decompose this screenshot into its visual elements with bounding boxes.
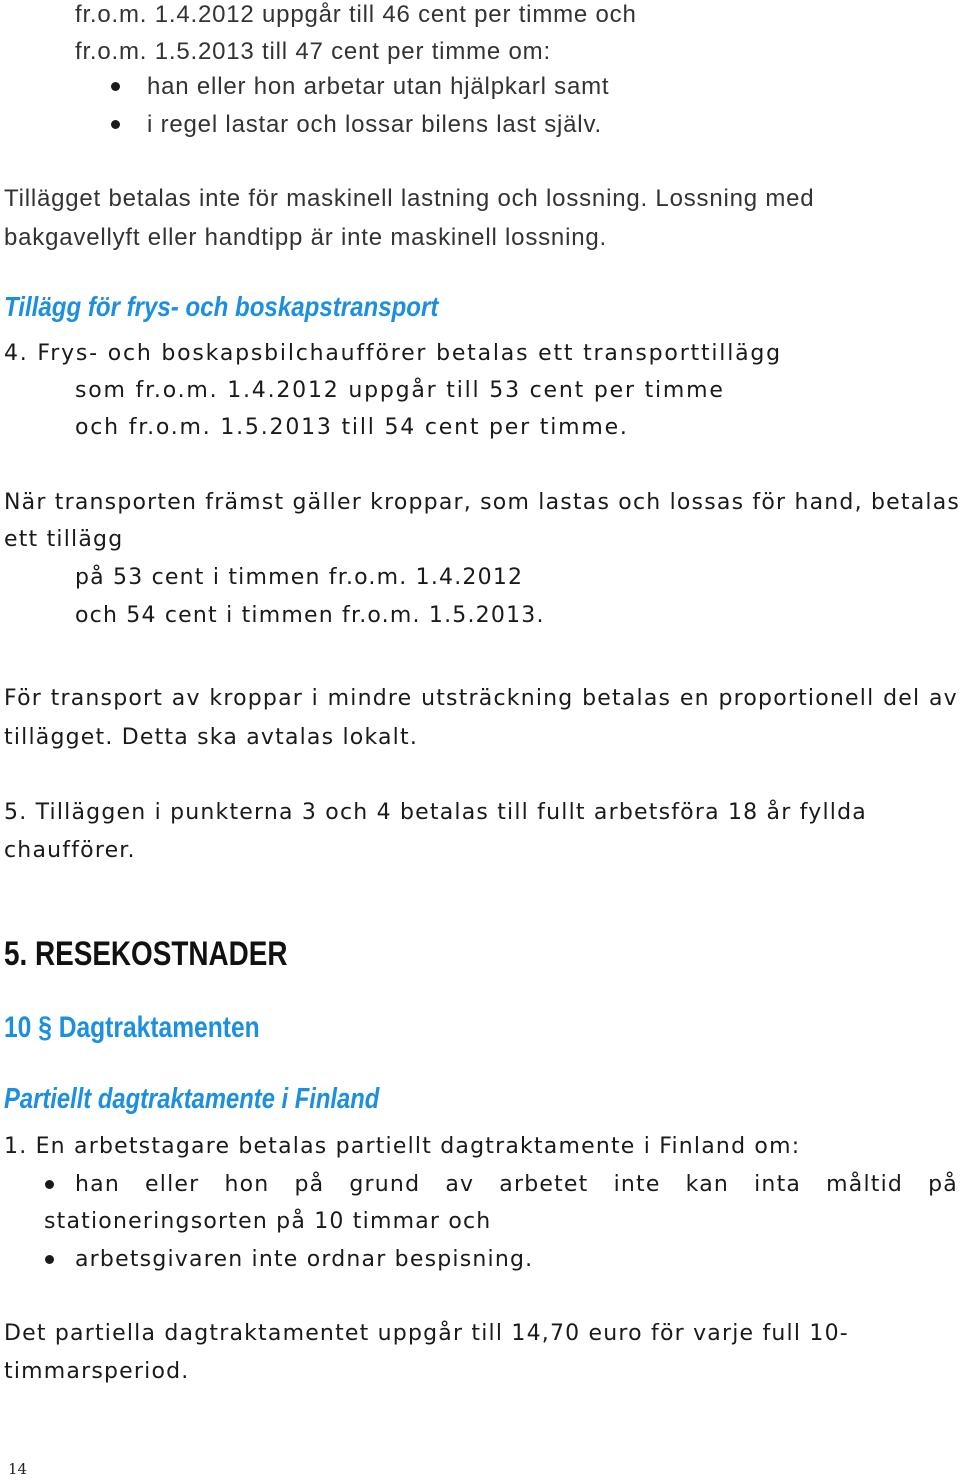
text-line: 5. Tilläggen i punkterna 3 och 4 betalas till fullt arbetsföra 18 år fyllda	[4, 800, 867, 825]
word: För	[4, 686, 42, 711]
text-line: som fr.o.m. 1.4.2012 uppgår till 53 cent per timme	[75, 378, 725, 403]
word: av	[171, 686, 201, 711]
text-line: Tillägget betalas inte för maskinell lastning och lossning. Lossning med	[4, 185, 815, 212]
bullet-icon	[111, 82, 120, 91]
text-line: 4. Frys- och boskapsbilchaufförer betalas ett transporttillägg	[4, 341, 782, 366]
bullet-icon	[111, 120, 120, 129]
word: en	[679, 686, 710, 711]
word: arbetet	[499, 1172, 589, 1197]
text-line: ett tillägg	[4, 527, 124, 552]
word: inte	[613, 1172, 661, 1197]
word: av	[928, 686, 958, 711]
text-line: på 53 cent i timmen fr.o.m. 1.4.2012	[75, 565, 524, 590]
text-line: fr.o.m. 1.4.2012 uppgår till 46 cent per timme och	[75, 1, 637, 28]
word: proportionell	[718, 686, 875, 711]
word: eller	[145, 1172, 200, 1197]
text-line: och fr.o.m. 1.5.2013 till 54 cent per timme.	[75, 415, 629, 440]
text-line: tillägget. Detta ska avtalas lokalt.	[4, 725, 419, 750]
word: kan	[685, 1172, 730, 1197]
word: inta	[754, 1172, 802, 1197]
page-number: 14	[8, 1460, 28, 1478]
word: på	[928, 1172, 958, 1197]
text-line: bakgavellyft eller handtipp är inte maskinell lossning.	[4, 224, 607, 251]
word: i	[311, 686, 319, 711]
word: på	[294, 1172, 325, 1197]
text-line: fr.o.m. 1.5.2013 till 47 cent per timme om:	[75, 38, 551, 65]
list-item: i regel lastar och lossar bilens last själv.	[147, 111, 602, 138]
text-line: Det partiella dagtraktamentet uppgår till 14,70 euro för varje full 10-	[4, 1321, 849, 1346]
text-line: timmarsperiod.	[4, 1359, 190, 1384]
section-heading: 5. RESEKOSTNADER	[4, 935, 288, 973]
text-line: 1. En arbetstagare betalas partiellt dagtraktamente i Finland om:	[4, 1134, 801, 1159]
word: hon	[224, 1172, 270, 1197]
paragraph-heading: 10 § Dagtraktamenten	[4, 1011, 260, 1044]
word: transport	[50, 686, 164, 711]
text-line: chaufförer.	[4, 838, 136, 863]
bullet-icon	[45, 1180, 54, 1189]
word: han	[75, 1172, 120, 1197]
text-line: stationeringsorten på 10 timmar och	[44, 1209, 492, 1234]
bullet-icon	[45, 1255, 54, 1264]
text-line: och 54 cent i timmen fr.o.m. 1.5.2013.	[75, 603, 545, 628]
word: utsträckning	[421, 686, 574, 711]
word: betalas	[582, 686, 672, 711]
word: måltid	[826, 1172, 904, 1197]
word: del	[883, 686, 921, 711]
list-item: han eller hon arbetar utan hjälpkarl samt	[147, 73, 610, 100]
justified-line	[4, 684, 958, 714]
list-item: arbetsgivaren inte ordnar bespisning.	[75, 1247, 534, 1272]
word: kroppar	[209, 686, 303, 711]
subheading-partial: Partiellt dagtraktamente i Finland	[4, 1083, 380, 1115]
word: grund	[349, 1172, 421, 1197]
word: mindre	[327, 686, 413, 711]
text-line: När transporten främst gäller kroppar, som lastas och lossas för hand, betalas	[4, 490, 960, 515]
justified-line	[75, 1170, 958, 1200]
word: av	[445, 1172, 475, 1197]
subheading-frys: Tillägg för frys- och boskapstransport	[4, 291, 439, 322]
